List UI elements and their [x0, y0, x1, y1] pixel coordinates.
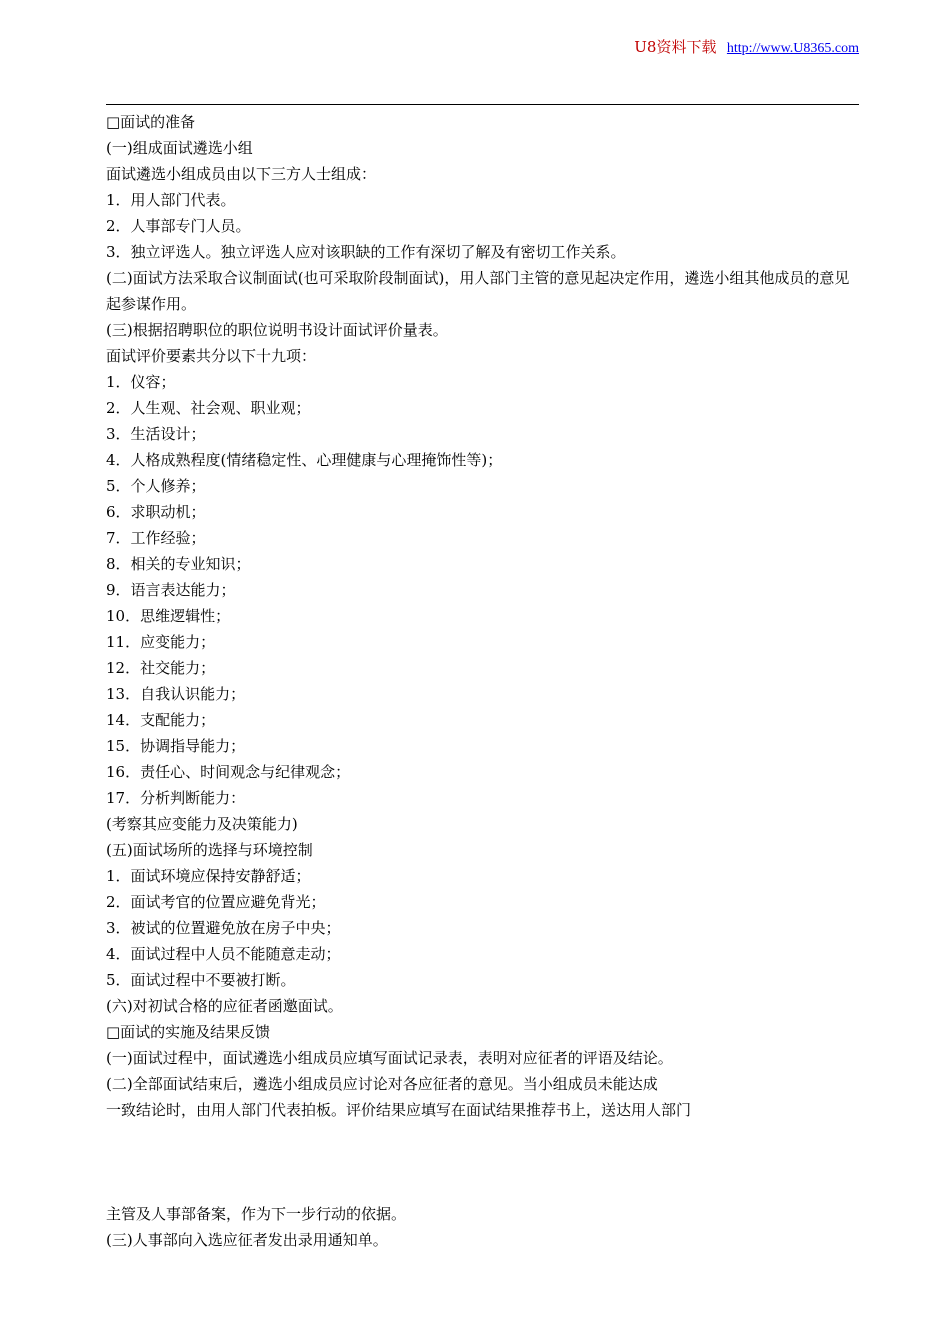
header-brand: U8资料下载: [634, 38, 717, 56]
list-item: 1．用人部门代表。: [106, 191, 236, 209]
list-item: 2．人生观、社会观、职业观；: [106, 399, 311, 417]
text-line: 一致结论时，由用人部门代表拍板。评价结果应填写在面试结果推荐书上，送达用人部门: [106, 1101, 692, 1119]
list-item: 5．面试过程中不要被打断。: [106, 971, 296, 989]
list-item: 10．思维逻辑性；: [106, 607, 231, 625]
text-line: (考察其应变能力及决策能力): [106, 815, 298, 833]
list-item: 8．相关的专业知识；: [106, 555, 251, 573]
text-line: 面试评价要素共分以下十九项：: [106, 347, 317, 365]
text-line: (一)面试过程中，面试遴选小组成员应填写面试记录表，表明对应征者的评语及结论。: [106, 1049, 673, 1067]
text-line: (二)全部面试结束后，遴选小组成员应讨论对各应征者的意见。当小组成员未能达成: [106, 1075, 658, 1093]
list-item: 17．分析判断能力：: [106, 789, 246, 807]
text-line: (三)人事部向入选应征者发出录用通知单。: [106, 1231, 388, 1249]
list-item: 15．协调指导能力；: [106, 737, 246, 755]
list-item: 3．生活设计；: [106, 425, 206, 443]
text-line: 面试遴选小组成员由以下三方人士组成：: [106, 165, 377, 183]
section-heading: □面试的实施及结果反馈: [106, 1023, 271, 1041]
page-gap: [106, 1123, 862, 1201]
text-line: (三)根据招聘职位的职位说明书设计面试评价量表。: [106, 321, 448, 339]
text-line: 主管及人事部备案，作为下一步行动的依据。: [106, 1205, 407, 1223]
list-item: 9．语言表达能力；: [106, 581, 236, 599]
text-line: (六)对初试合格的应征者函邀面试。: [106, 997, 343, 1015]
list-item: 2．面试考官的位置应避免背光；: [106, 893, 326, 911]
list-item: 14．支配能力；: [106, 711, 216, 729]
list-item: 7．工作经验；: [106, 529, 206, 547]
list-item: 12．社交能力；: [106, 659, 216, 677]
list-item: 3．独立评选人。独立评选人应对该职缺的工作有深切了解及有密切工作关系。: [106, 243, 626, 261]
list-item: 3．被试的位置避免放在房子中央；: [106, 919, 341, 937]
text-line: (一)组成面试遴选小组: [106, 139, 253, 157]
section-heading: □面试的准备: [106, 113, 196, 131]
document-body: [106, 109, 862, 1253]
list-item: 2．人事部专门人员。: [106, 217, 251, 235]
list-item: 16．责任心、时间观念与纪律观念；: [106, 763, 351, 781]
list-item: 11．应变能力；: [106, 633, 216, 651]
list-item: 1．面试环境应保持安静舒适；: [106, 867, 311, 885]
page-header: [634, 36, 859, 57]
list-item: 4．人格成熟程度(情绪稳定性、心理健康与心理掩饰性等)；: [106, 451, 503, 469]
list-item: 6．求职动机；: [106, 503, 206, 521]
list-item: 4．面试过程中人员不能随意走动；: [106, 945, 341, 963]
header-rule: [106, 104, 859, 105]
text-paragraph: (二)面试方法采取合议制面试(也可采取阶段制面试)，用人部门主管的意见起决定作用，遴选小组其他成员的意见起参谋作用。: [106, 269, 850, 313]
list-item: 13．自我认识能力；: [106, 685, 246, 703]
list-item: 5．个人修养；: [106, 477, 206, 495]
list-item: 1．仪容；: [106, 373, 176, 391]
header-url-link[interactable]: http://www.U8365.com: [726, 41, 859, 56]
text-line: (五)面试场所的选择与环境控制: [106, 841, 313, 859]
